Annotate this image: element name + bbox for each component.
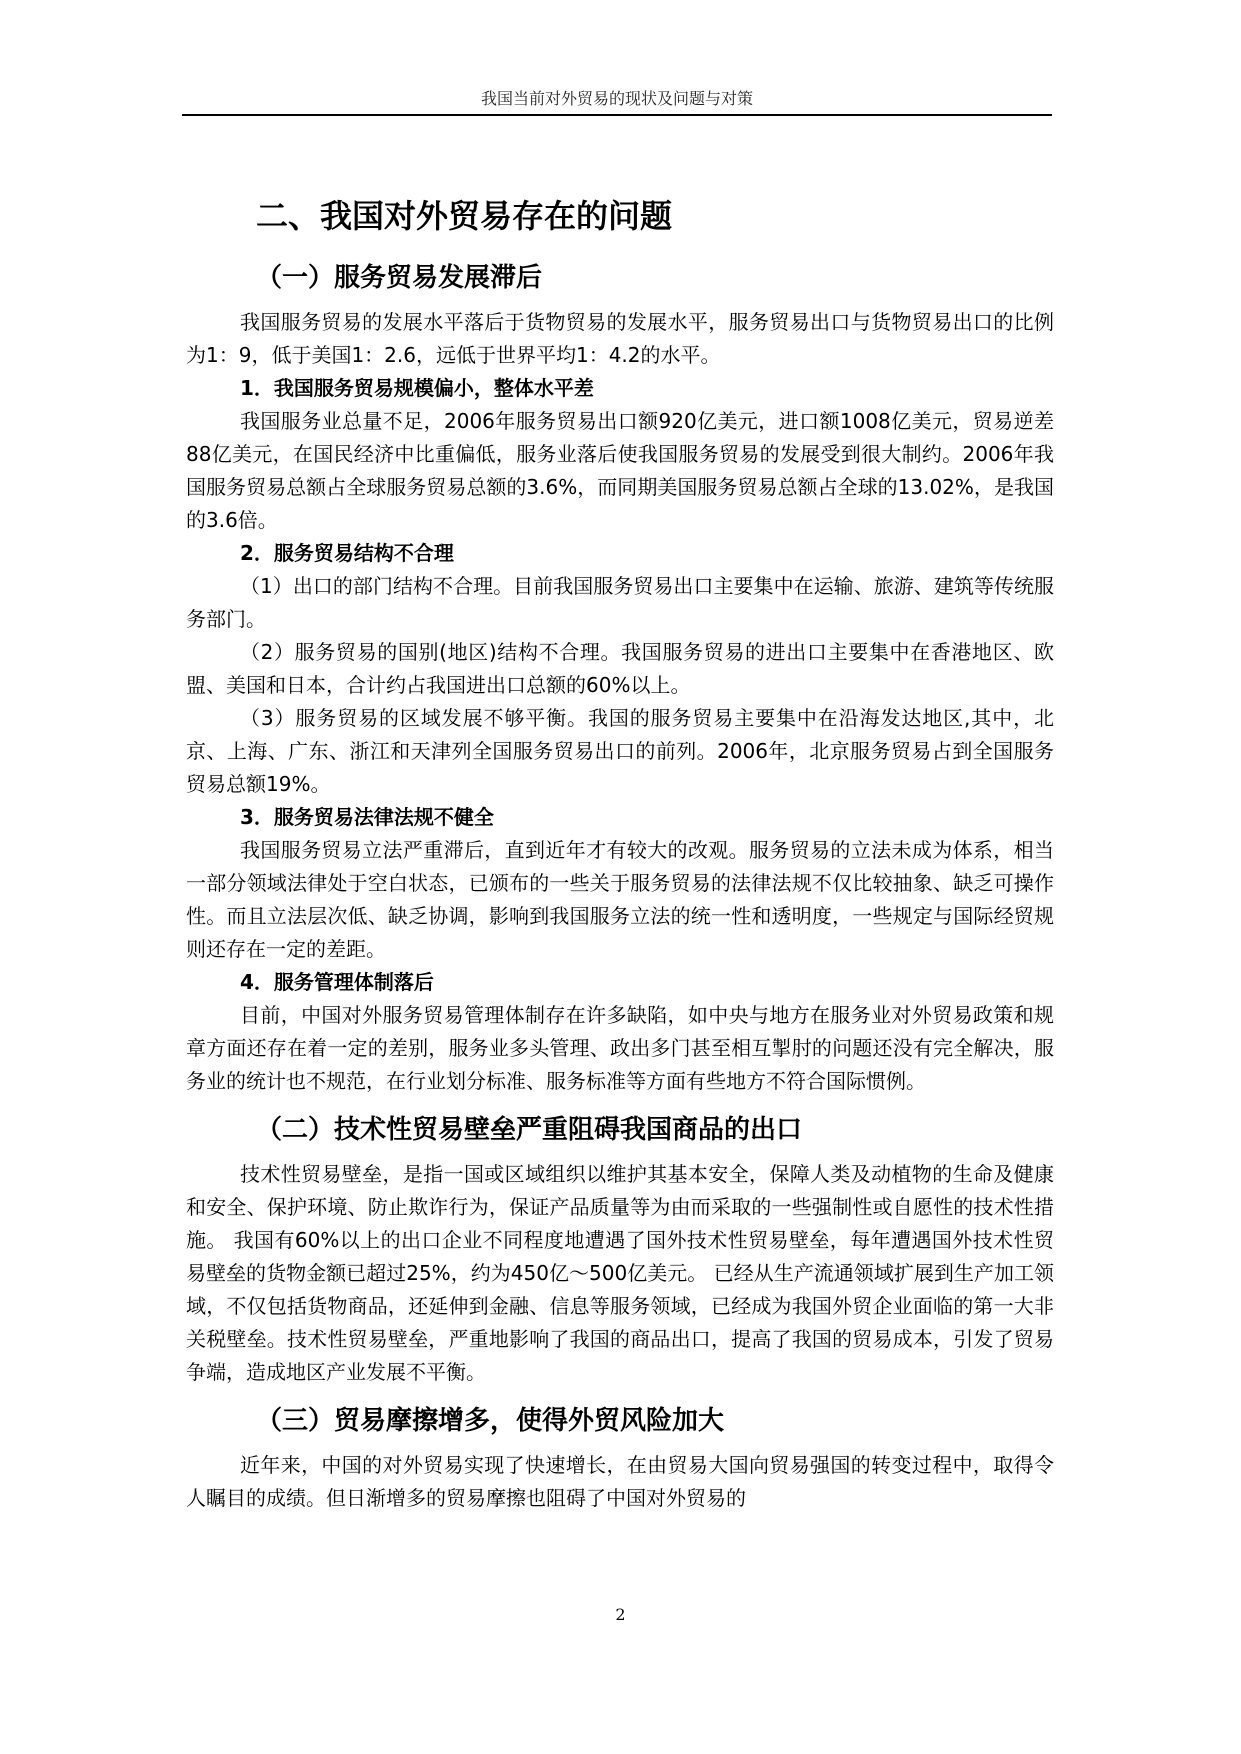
section-heading-3: （三）贸易摩擦增多，使得外贸风险加大 bbox=[256, 1406, 725, 1436]
subsection-heading-1: 1．我国服务贸易规模偏小，整体水平差 bbox=[240, 376, 594, 400]
running-header: 我国当前对外贸易的现状及问题与对策 bbox=[480, 89, 753, 108]
chapter-heading: 二、我国对外贸易存在的问题 bbox=[256, 197, 673, 235]
subsection-heading-2: 2．服务贸易结构不合理 bbox=[240, 541, 454, 565]
subsection-3-text: 我国服务贸易立法严重滞后，直到近年才有较大的改观。服务贸易的立法未成为体系，相当一部分领域法律处于空白状态，已颁布的一些关于服务贸易的法律法规不仅比较抽象、缺乏可操作性。而且立法层次低、缺乏协调，影响到我国服务立法的统一性和透明度，一些规定与国际经贸规则还存在一定的差距。 bbox=[186, 838, 1054, 961]
subsection-2-item-2: （2）服务贸易的国别(地区)结构不合理。我国服务贸易的进出口主要集中在香港地区、欧盟、美国和日本，合计约占我国进出口总额的60%以上。 bbox=[186, 640, 1054, 697]
subsection-heading-3: 3．服务贸易法律法规不健全 bbox=[240, 805, 494, 829]
section-heading-2: （二）技术性贸易壁垒严重阻碍我国商品的出口 bbox=[256, 1115, 803, 1145]
section-1-intro: 我国服务贸易的发展水平落后于货物贸易的发展水平，服务贸易出口与货物贸易出口的比例为1：9，低于美国1：2.6，远低于世界平均1：4.2的水平。 bbox=[186, 310, 1054, 367]
subsection-4-text: 目前，中国对外服务贸易管理体制存在许多缺陷，如中央与地方在服务业对外贸易政策和规章方面还存在着一定的差别，服务业多头管理、政出多门甚至相互掣肘的问题还没有完全解决，服务业的统计也不规范，在行业划分标准、服务标准等方面有些地方不符合国际惯例。 bbox=[186, 1003, 1054, 1093]
subsection-heading-4: 4．服务管理体制落后 bbox=[240, 970, 434, 994]
subsection-1-text: 我国服务业总量不足，2006年服务贸易出口额920亿美元，进口额1008亿美元，贸易逆差88亿美元，在国民经济中比重偏低，服务业落后使我国服务贸易的发展受到很大制约。2006年我国服务贸易总额占全球服务贸易总额的3.6%，而同期美国服务贸易总额占全球的13.02%，是我国的3.6倍。 bbox=[186, 409, 1054, 532]
page-number: 2 bbox=[615, 1605, 626, 1624]
document-body bbox=[186, 190, 1054, 1515]
subsection-2-item-3: （3）服务贸易的区域发展不够平衡。我国的服务贸易主要集中在沿海发达地区,其中，北京、上海、广东、浙江和天津列全国服务贸易出口的前列。2006年，北京服务贸易占到全国服务贸易总额19%。 bbox=[186, 706, 1054, 796]
header-rule bbox=[182, 114, 1052, 116]
section-heading-1: （一）服务贸易发展滞后 bbox=[256, 263, 543, 293]
subsection-2-item-1: （1）出口的部门结构不合理。目前我国服务贸易出口主要集中在运输、旅游、建筑等传统服务部门。 bbox=[186, 574, 1054, 631]
section-2-text: 技术性贸易壁垒，是指一国或区域组织以维护其基本安全，保障人类及动植物的生命及健康和安全、保护环境、防止欺诈行为，保证产品质量等为由而采取的一些强制性或自愿性的技术性措施。 我国有60%以上的出口企业不同程度地遭遇了国外技术性贸易壁垒，每年遭遇国外技术性贸易壁垒的货物金额已超过25%，约为450亿～500亿美元。 已经从生产流通领域扩展到生产加工领域，不仅包括货物商品，还延伸到金融、信息等服务领域，已经成为我国外贸企业面临的第一大非关税壁垒。技术性贸易壁垒，严重地影响了我国的商品出口，提高了我国的贸易成本，引发了贸易争端，造成地区产业发展不平衡。 bbox=[186, 1162, 1054, 1384]
section-3-text: 近年来，中国的对外贸易实现了快速增长，在由贸易大国向贸易强国的转变过程中，取得令人瞩目的成绩。但日渐增多的贸易摩擦也阻碍了中国对外贸易的 bbox=[186, 1453, 1054, 1510]
